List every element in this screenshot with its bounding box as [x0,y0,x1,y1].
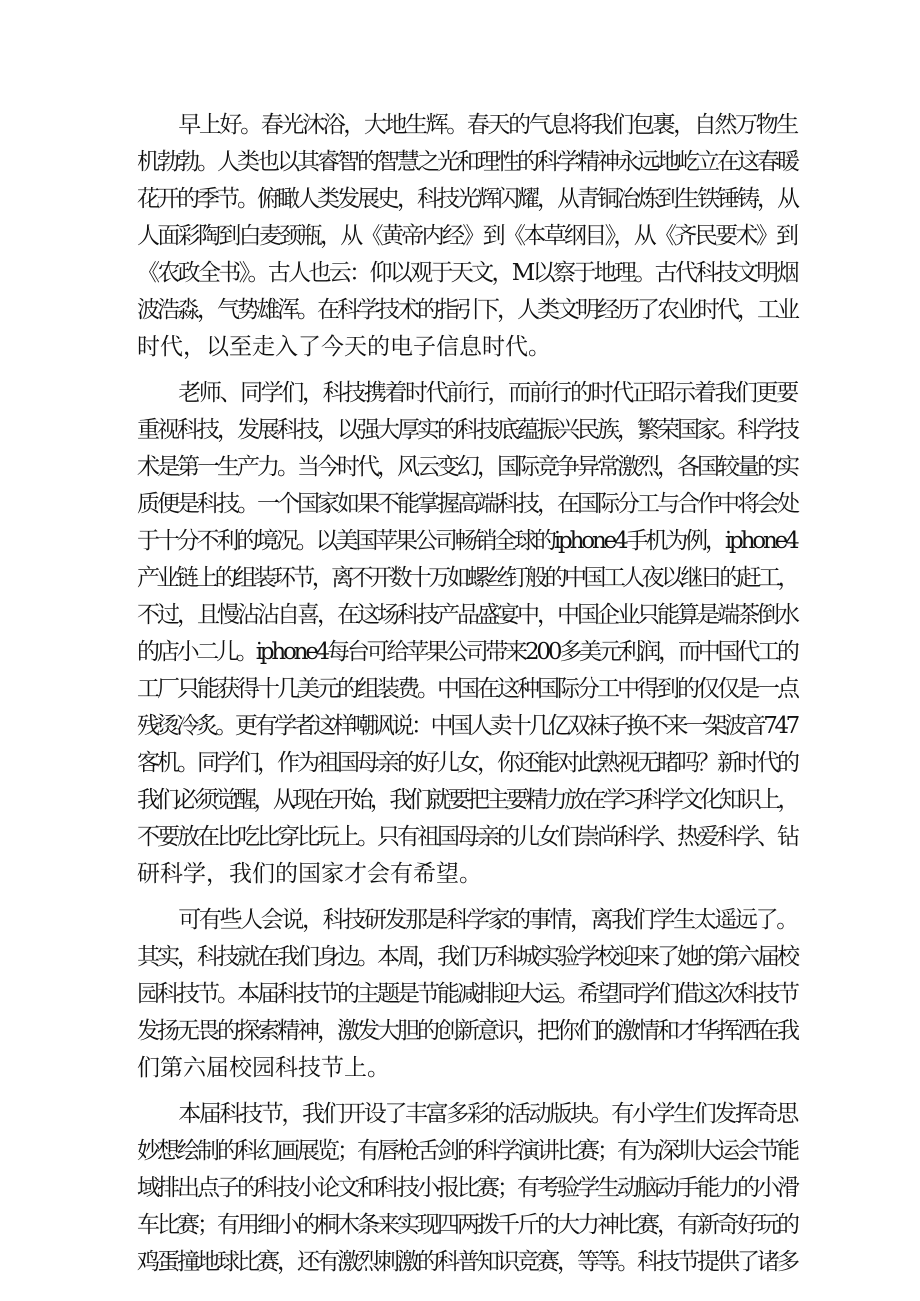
text-line: 本届科技节，我们开设了丰富多彩的活动版块。有小学生们发挥奇思 [137,1101,797,1127]
text-line: 们第六届校园科技节上。 [137,1055,390,1081]
text-line: 可有些人会说，科技研发那是科学家的事情，离我们学生太遥远了。 [137,907,797,933]
text-line: 质便是科技。一个国家如果不能掌握高端科技，在国际分工与合作中将会处 [137,491,797,517]
text-line: 产业链上的组装环节，离不开数十万如螺丝钉般的中国工人夜以继日的赶工， [137,565,797,591]
text-line: 《农政全书》。古人也云：仰以观于天文，M以察于地理。古代科技文明烟 [137,260,797,286]
paragraph-1 [137,107,797,366]
text-line: 车比赛；有用细小的桐木条来实现四两拨千斤的大力神比赛，有新奇好玩的 [137,1212,797,1238]
text-line: 研科学，我们的国家才会有希望。 [137,861,482,887]
text-line: 工厂只能获得十几美元的组装费。中国在这种国际分工中得到的仅仅是一点 [137,676,797,702]
text-line: 域排出点子的科技小论文和科技小报比赛；有考验学生动脑动手能力的小滑 [137,1175,797,1201]
text-line: 的店小二儿。iphone4每台可给苹果公司带来200多美元利润，而中国代工的 [137,639,797,665]
text-line: 老师、同学们，科技携着时代前行，而前行的时代正昭示着我们更要 [137,380,797,406]
text-line: 其实，科技就在我们身边。本周，我们万科城实验学校迎来了她的第六届校 [137,944,797,970]
text-line: 于十分不利的境况。以美国苹果公司畅销全球的iphone4手机为例，iphone4 [137,528,797,554]
text-line: 不要放在比吃比穿比玩上。只有祖国母亲的儿女们崇尚科学、热爱科学、钻 [137,824,797,850]
text-line: 发扬无畏的探索精神，激发大胆的创新意识，把你们的激情和才华挥洒在我 [137,1018,797,1044]
text-line: 波浩淼，气势雄浑。在科学技术的指引下，人类文明经历了农业时代，工业 [137,297,797,323]
paragraph-3 [137,902,797,1087]
text-line: 残烫冷炙。更有学者这样嘲讽说：中国人卖十几亿双袜子换不来一架波音747 [137,713,797,739]
text-line: 妙想绘制的科幻画展览；有唇枪舌剑的科学演讲比赛；有为深圳大运会节能 [137,1138,797,1164]
paragraph-2 [137,375,797,893]
paragraph-4 [137,1096,797,1281]
document-body [137,107,797,1290]
text-line: 鸡蛋撞地球比赛，还有激烈刺激的科普知识竞赛，等等。科技节提供了诸多 [137,1249,797,1275]
text-line: 术是第一生产力。当今时代，风云变幻，国际竞争异常激烈，各国较量的实 [137,454,797,480]
text-line: 人面彩陶到白麦颈瓶，从《黄帝内经》到《本草纲目》，从《齐民要术》到 [137,223,797,249]
text-line: 园科技节。本届科技节的主题是节能减排迎大运。希望同学们借这次科技节 [137,981,797,1007]
text-line: 早上好。春光沐浴，大地生辉。春天的气息将我们包裹，自然万物生 [137,112,797,138]
text-line: 客机。同学们，作为祖国母亲的好儿女，你还能对此熟视无睹吗？新时代的 [137,750,797,776]
text-line: 重视科技，发展科技，以强大厚实的科技底蕴振兴民族，繁荣国家。科学技 [137,417,797,443]
text-line: 时代，以至走入了今天的电子信息时代。 [137,334,551,360]
text-line: 花开的季节。俯瞰人类发展史，科技光辉闪耀，从青铜冶炼到生铁锤铸，从 [137,186,797,212]
text-line: 不过，且慢沾沾自喜，在这场科技产品盛宴中，中国企业只能算是端茶倒水 [137,602,797,628]
text-line: 机勃勃。人类也以其睿智的智慧之光和理性的科学精神永远地屹立在这春暖 [137,149,797,175]
text-line: 我们必须觉醒，从现在开始，我们就要把主要精力放在学习科学文化知识上， [137,787,797,813]
